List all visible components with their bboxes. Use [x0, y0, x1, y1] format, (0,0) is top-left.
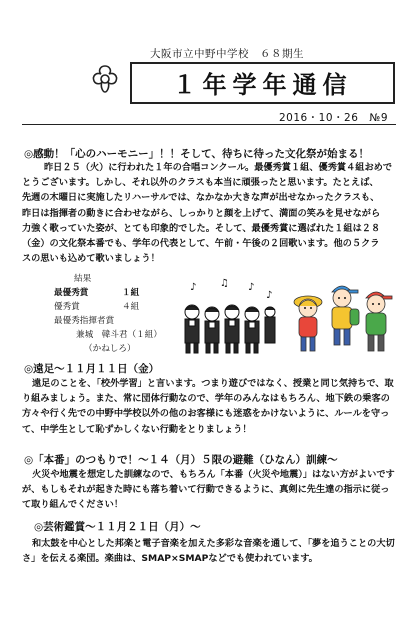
conductor-award-name: 兼城 韓斗君（１組）: [76, 330, 162, 340]
result-label: 最優秀賞: [54, 288, 89, 298]
svg-text:♫: ♫: [220, 278, 229, 289]
body-line: り組みましょう。また、常に団体行動なので、学年のみんなはもちろん、地下鉄の乗客の: [22, 393, 390, 405]
body-line: 和太鼓を中心とした邦楽と電子音楽を加えた多彩な音楽を通して、「夢を追うことの大切: [32, 538, 395, 549]
svg-text:♪: ♪: [248, 282, 255, 293]
section-heading-art: ◎芸術鑑賞～１１月２１日（月）～: [34, 521, 201, 533]
hiking-students-illustration: [286, 272, 398, 358]
page-title: １年学年通信: [130, 62, 395, 104]
body-line: が、もしもそれが起きた時にも落ち着いて行動できるように、真剣に先生達の指示に従っ: [22, 484, 390, 496]
school-emblem-icon: [88, 62, 122, 96]
body-line: スの思いも込めて歌いましょう！: [22, 253, 160, 265]
conductor-award-title: 最優秀指揮者賞: [54, 316, 115, 326]
body-line: 昨日２５（火）に行われた１年の合唱コンクール。最優秀賞１組、優秀賞４組おめで: [44, 162, 393, 173]
body-line: 火災や地震を想定した訓練なので、もちろん「本番（火災や地震）」はない方がよいです: [32, 469, 395, 480]
svg-text:♪: ♪: [266, 290, 273, 301]
section-heading-excursion: ◎遠足～１１月１１日（金）: [24, 363, 160, 375]
body-line: （金）の文化祭本番でも、学年の代表として、午前・午後の２回歌います。他の５クラ: [22, 238, 380, 250]
body-line: とうございます。しかし、それ以外のクラスも本当に頑張ったと思います。たとえば、: [22, 177, 379, 189]
body-line: 力強く歌っていた姿が、とても印象的でした。そして、最優秀賞に選ばれた１組は２８: [22, 222, 381, 234]
result-value: １組: [122, 288, 140, 298]
body-line: て取り組んでください！: [22, 499, 124, 511]
section-body-chorus: [22, 160, 392, 266]
result-label: 優秀賞: [54, 302, 80, 312]
body-line: 方々や行く先での中野中学校以外の他のお客様にも迷惑をかけないように、ルールを守っ: [22, 408, 390, 420]
section-body-excursion: [22, 376, 394, 437]
school-name: 大阪市立中野中学校 ６８期生: [150, 48, 304, 60]
section-heading-drill: ◎「本番」のつもりで！～１４（月）５限の避難（ひなん）訓練～: [24, 454, 338, 466]
body-line: さ」を伝える楽団。楽曲は、SMAP×SMAPなどでも使われています。: [22, 553, 318, 565]
body-line: 遠足のことを、「校外学習」と言います。つまり遊びではなく、授業と同じ気持ちで、取: [32, 378, 394, 389]
body-line: 昨日は指揮者の動きに合わせながら、しっかりと顔を上げて、満面の笑みを見せながら: [22, 207, 381, 219]
result-value: ４組: [122, 302, 140, 312]
choir-illustration: [176, 278, 276, 356]
results-title: 結果: [74, 274, 92, 284]
section-body-art: [22, 536, 395, 566]
header-divider: [22, 124, 396, 125]
section-heading-chorus: ◎感動！「心のハーモニー」！！そして、待ちに待った文化祭が始まる！: [24, 148, 369, 160]
body-line: て、中学生として恥ずかしくない行動をとりましょう！: [22, 423, 252, 435]
issue-date-number: 2016・10・26 №9: [278, 112, 388, 124]
svg-text:♪: ♪: [190, 282, 197, 293]
conductor-name-reading: （かねしろ）: [84, 344, 136, 354]
section-body-drill: [22, 467, 395, 513]
body-line: 先週の木曜日に実施したリハーサルでは、なかなか大きな声が出せなかったクラスも、: [22, 192, 380, 204]
